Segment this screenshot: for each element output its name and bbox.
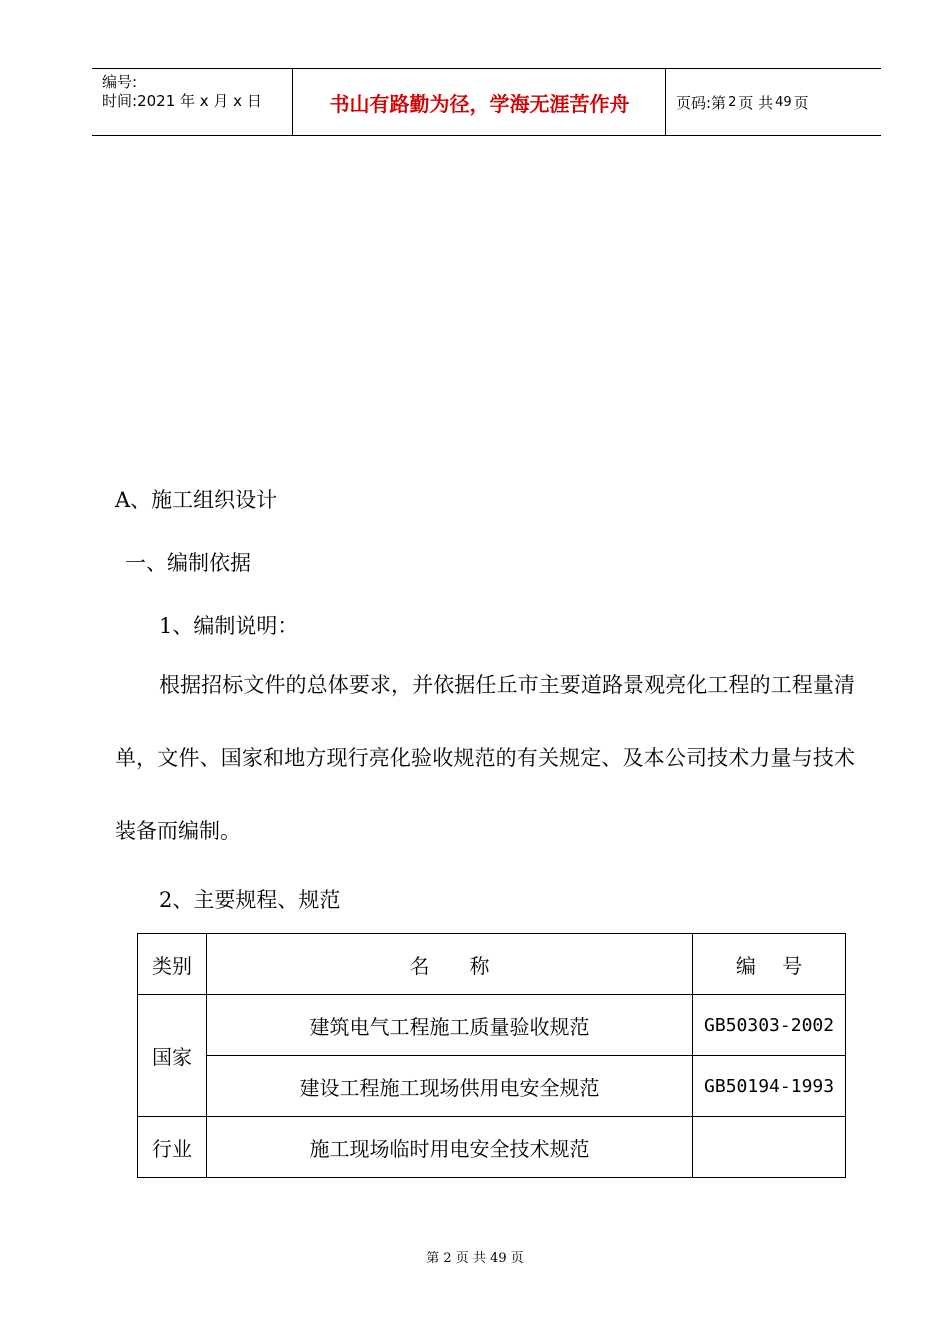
code-cell xyxy=(693,1117,846,1178)
page-header xyxy=(92,68,881,136)
item-2-heading: 2、主要规程、规范 xyxy=(159,888,341,912)
page-label: 页码:第 xyxy=(676,93,727,112)
number-label: 编号: xyxy=(102,73,138,91)
category-cell: 行业 xyxy=(138,1117,207,1178)
section-1-heading: 一、编制依据 xyxy=(125,551,251,575)
name-cell: 建设工程施工现场供用电安全规范 xyxy=(206,1056,692,1117)
page-current: 2 xyxy=(728,94,737,110)
page-mid: 页 共 xyxy=(738,93,774,112)
name-cell: 建筑电气工程施工质量验收规范 xyxy=(206,995,692,1056)
header-name: 名 称 xyxy=(206,934,692,995)
table-header-row xyxy=(138,934,846,995)
standards-table xyxy=(137,933,846,1178)
header-meta xyxy=(102,73,262,111)
header-category: 类别 xyxy=(138,934,207,995)
header-code: 编 号 xyxy=(693,934,846,995)
header-divider xyxy=(665,69,666,135)
page-footer: 第 2 页 共 49 页 xyxy=(426,1251,524,1266)
body-paragraph: 根据招标文件的总体要求，并依据任丘市主要道路景观亮化工程的工程量清单，文件、国家和地方现行亮化验收规范的有关规定、及本公司技术力量与技术装备而编制。 xyxy=(115,673,855,843)
time-label: 时间: xyxy=(102,92,138,110)
category-cell: 国家 xyxy=(138,995,207,1117)
time-line xyxy=(102,92,262,111)
name-cell: 施工现场临时用电安全技术规范 xyxy=(206,1117,692,1178)
code-cell: GB50303-2002 xyxy=(693,995,846,1056)
header-divider xyxy=(292,69,293,135)
table-row xyxy=(138,995,846,1056)
time-value: 2021 年 x 月 x 日 xyxy=(137,92,262,110)
header-page-info xyxy=(676,69,809,135)
section-a-heading: A、施工组织设计 xyxy=(115,488,278,512)
table-row xyxy=(138,1056,846,1117)
page-end: 页 xyxy=(793,93,809,112)
table-row xyxy=(138,1117,846,1178)
header-motto: 书山有路勤为径，学海无涯苦作舟 xyxy=(329,91,630,116)
item-1-heading: 1、编制说明： xyxy=(159,614,299,638)
code-cell: GB50194-1993 xyxy=(693,1056,846,1117)
page-total: 49 xyxy=(775,94,792,110)
